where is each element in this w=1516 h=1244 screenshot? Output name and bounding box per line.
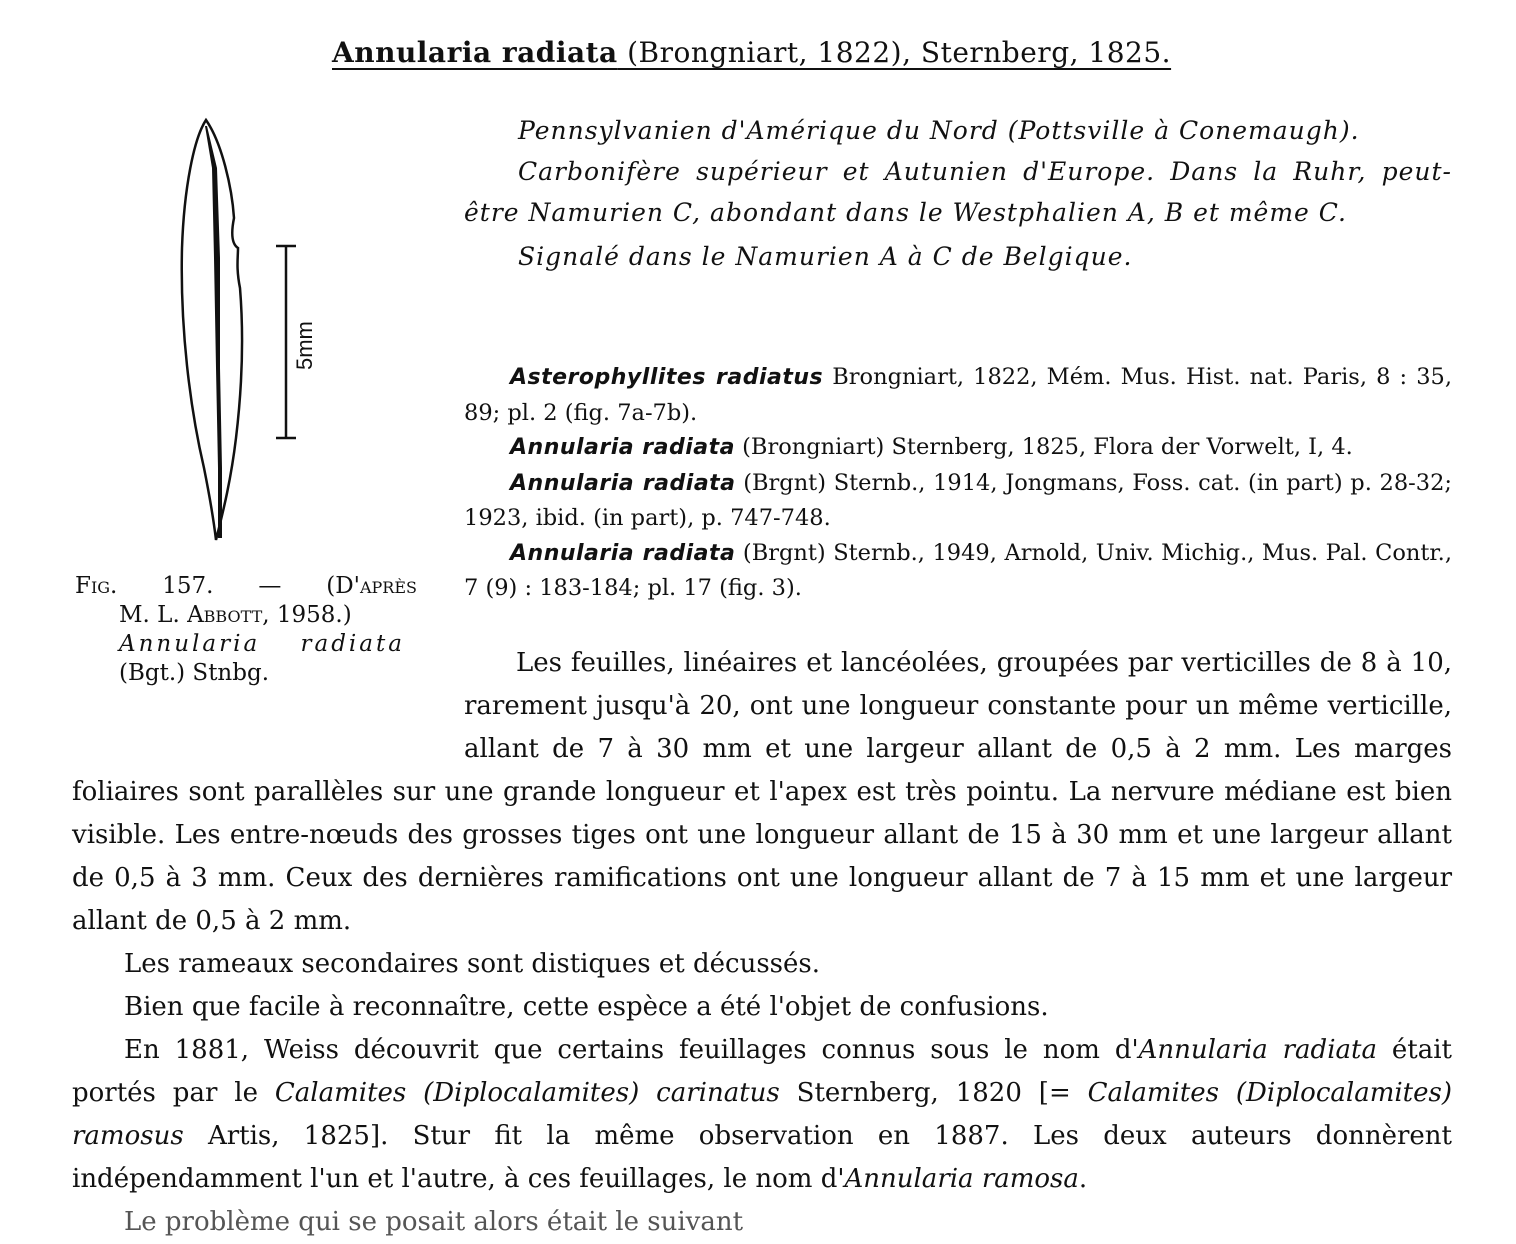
leaf-midrib [205,126,222,538]
italic-run: Annularia radiata [1138,1035,1377,1065]
strat-line-3: Signalé dans le Namurien A à C de Belgique. [518,242,1133,271]
synonym-entry [464,360,1452,430]
text-run: était portés par le [72,1035,1453,1108]
synonym-entry [464,466,1452,536]
synonym-reference: (Brongniart) Sternberg, 1825, Flora der Vorwelt, I, 4. [735,434,1353,460]
leaf-figure [160,108,340,548]
italic-run: Annularia ramosa [844,1164,1079,1194]
synonym-reference: (Brgnt) Sternb., 1949, Arnold, Univ. Michig., Mus. Pal. Contr., 7 (9) : 183-184; pl. 17 (fig. 3). [464,539,1452,601]
caption-line-3: Annularia radiata [119,631,405,657]
text-run: . [1078,1164,1088,1194]
synonym-reference: (Brgnt) Sternb., 1914, Jongmans, Foss. cat. (in part) p. 28-32; 1923, ibid. (in part), p. 747-748. [464,469,1452,531]
description-body [72,642,1452,1244]
stratigraphy-section [464,110,1452,277]
species-name: Annularia radiata [332,36,618,69]
synonym-taxon: Annularia radiata [510,540,736,566]
text-run: Sternberg, 1820 [= [779,1078,1088,1108]
description-paragraph: Les rameaux secondaires sont distiques et décussés. [124,949,820,979]
description-paragraph: Bien que facile à reconnaître, cette espèce a été l'objet de confusions. [124,992,1049,1022]
species-authority: (Brongniart, 1822), Sternberg, 1825. [617,36,1172,69]
scale-label: 5mm [292,321,317,370]
description-paragraph [72,642,1452,943]
leaf-outline [182,120,242,540]
synonym-entry [464,430,1452,466]
leaf-drawing [160,108,340,548]
synonym-taxon: Annularia radiata [510,435,735,460]
synonymy-list [464,360,1452,606]
description-paragraph [72,1029,1452,1201]
italic-run: Calamites (Diplocalamites) carinatus [274,1078,780,1108]
synonym-entry [464,536,1452,606]
strat-line-1: Pennsylvanien d'Amérique du Nord (Pottsville à Conemaugh). [518,116,1360,145]
page-title [332,36,1202,69]
caption-line-2: M. L. Abbott, 1958.) [119,602,352,628]
synonym-taxon: Annularia radiata [510,470,736,496]
description-paragraph: Le problème qui se posait alors était le suivant [124,1207,744,1237]
caption-line-1: Fig. 157. — (D'après [75,573,417,599]
text-run: Artis, 1825]. Stur fit la même observation en 1887. Les deux auteurs donnèrent indépendamment l'un et l'autre, à ces feuillages, le nom d' [72,1121,1452,1194]
italic-run: Calamites (Diplocalamites) ramosus [72,1078,1452,1151]
paragraph-text: Les feuilles, linéaires et lancéolées, groupées par verticilles de 8 à 10, rarement jusqu'à 20, ont une longueur constante pour un même verticille, allant de 7 à 30 mm et une largeur allant de 0,5 à 2 mm. Les marges foliaires sont parallèles sur une grande longueur et l'apex est très pointu. La nervure médiane est bien visible. Les entre-nœuds des grosses tiges ont une longueur allant de 15 à 30 mm et une largeur allant de 0,5 à 3 mm. Ceux des dernières ramifications ont une longueur allant de 7 à 15 mm et une largeur allant de 0,5 à 2 mm. [72,648,1452,936]
synonym-reference: Brongniart, 1822, Mém. Mus. Hist. nat. Paris, 8 : 35, 89; pl. 2 (fig. 7a-7b). [464,364,1452,426]
caption-line-4: (Bgt.) Stnbg. [119,660,270,686]
synonym-taxon: Asterophyllites radiatus [510,365,824,390]
strat-line-2: Carbonifère supérieur et Autunien d'Europe. Dans la Ruhr, peut-être Namurien C, abondant dans le Westphalien A, B et même C. [464,157,1452,227]
text-run: En 1881, Weiss découvrit que certains feuillages connus sous le nom d' [124,1035,1139,1065]
